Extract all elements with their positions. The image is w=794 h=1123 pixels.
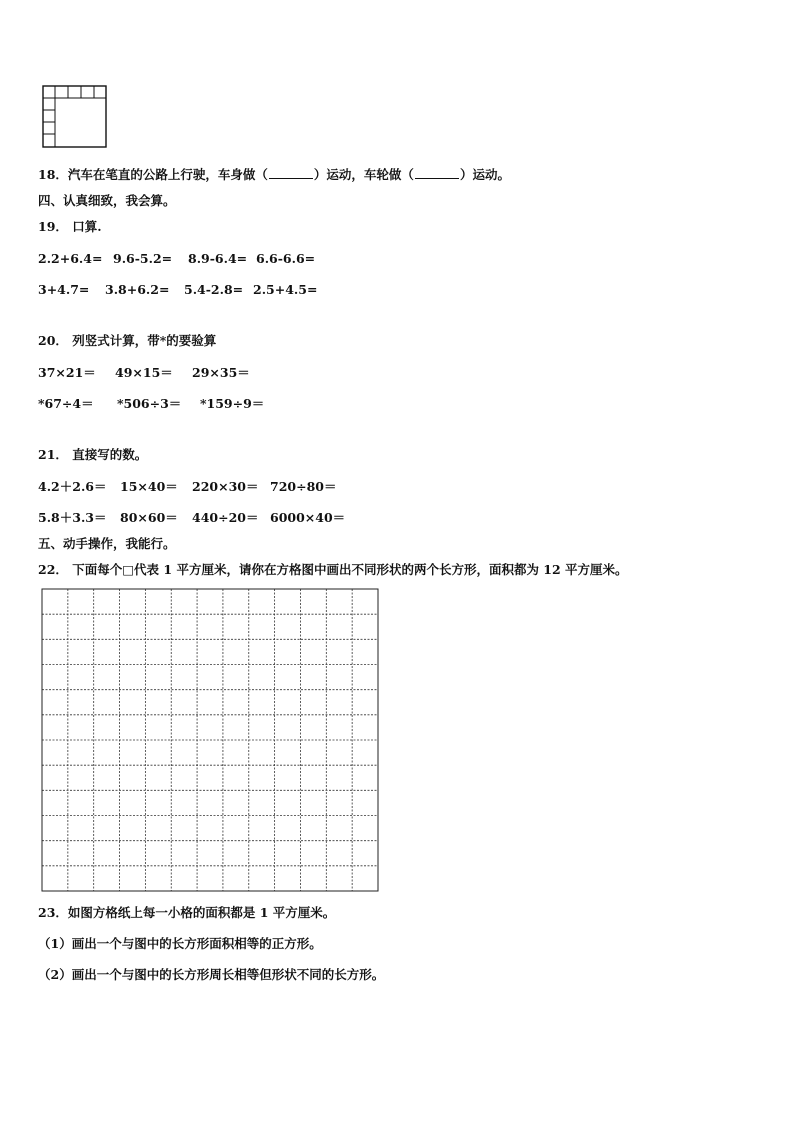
question-23-sub-1: （1）画出一个与图中的长方形面积相等的正方形。 — [38, 936, 322, 951]
math-item: 37×21＝ — [38, 365, 96, 380]
math-item: *67÷4＝ — [38, 396, 94, 411]
math-item: 3.8+6.2= — [105, 282, 170, 297]
math-item: 4.2＋2.6＝ — [38, 479, 107, 494]
math-item: 2.2+6.4= — [38, 251, 103, 266]
question-21-title: 21． 直接写的数。 — [38, 447, 148, 462]
math-item: 8.9-6.4= — [188, 251, 248, 266]
math-item: 5.8＋3.3＝ — [38, 510, 107, 525]
math-item: 3+4.7= — [38, 282, 90, 297]
question-23-sub-2: （2）画出一个与图中的长方形周长相等但形状不同的长方形。 — [38, 967, 385, 982]
math-item: 29×35＝ — [192, 365, 250, 380]
question-22: 22． 下面每个□代表 1 平方厘米，请你在方格图中画出不同形状的两个长方形，面积都为 12 平方厘米。 — [38, 562, 628, 577]
math-item: 6000×40＝ — [270, 510, 346, 525]
q18-text-3: ）运动。 — [459, 167, 510, 182]
math-item: 80×60＝ — [120, 510, 178, 525]
math-item: 220×30＝ — [192, 479, 259, 494]
math-item: 49×15＝ — [115, 365, 173, 380]
q18-text-2: ）运动，车轮做（ — [313, 167, 414, 182]
question-19-title: 19． 口算. — [38, 219, 102, 234]
section-5-heading: 五、动手操作，我能行。 — [38, 536, 176, 551]
math-item: 440÷20＝ — [192, 510, 259, 525]
math-item: 5.4-2.8= — [184, 282, 244, 297]
small-grid-figure — [40, 84, 110, 150]
math-item: *159÷9＝ — [200, 396, 265, 411]
math-item: *506÷3＝ — [117, 396, 182, 411]
section-4-heading: 四、认真细致，我会算。 — [38, 193, 176, 208]
q18-text-1: 汽车在笔直的公路上行驶，车身做（ — [67, 167, 268, 182]
math-item: 720÷80＝ — [270, 479, 337, 494]
answer-blank[interactable] — [269, 167, 313, 179]
square-grid-paper[interactable] — [40, 587, 382, 893]
question-23-title: 23．如图方格纸上每一小格的面积都是 1 平方厘米。 — [38, 905, 336, 920]
answer-blank[interactable] — [415, 167, 459, 179]
math-item: 6.6-6.6= — [256, 251, 316, 266]
question-20-title: 20． 列竖式计算，带*的要验算 — [38, 333, 217, 348]
question-18 — [38, 167, 510, 183]
q18-number: 18． — [38, 167, 68, 182]
math-item: 15×40＝ — [120, 479, 178, 494]
math-item: 2.5+4.5= — [253, 282, 318, 297]
math-item: 9.6-5.2= — [113, 251, 173, 266]
